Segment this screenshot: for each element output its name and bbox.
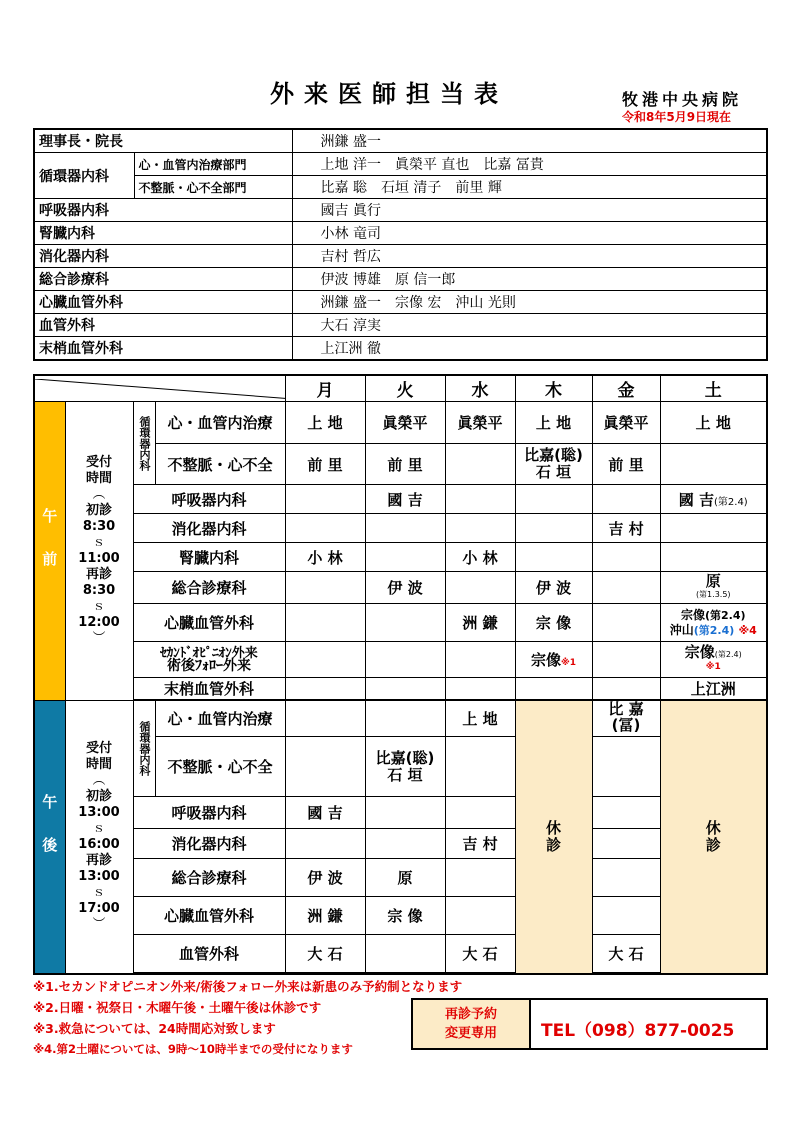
- cell: [285, 829, 365, 859]
- cell: 吉 村: [592, 514, 660, 543]
- cell: [592, 572, 660, 604]
- cell: 國 吉(第2.4): [660, 485, 767, 514]
- cell: 上 地: [515, 402, 592, 444]
- cell: 比嘉(聡) 石 垣: [515, 444, 592, 485]
- am-row-general: [34, 572, 767, 604]
- am-row-cv-surgery: [34, 604, 767, 642]
- staff-table: [33, 128, 768, 361]
- cell: 洲 鎌: [285, 897, 365, 935]
- cell: [285, 678, 365, 700]
- staff-row: [34, 222, 767, 245]
- day-tue: 火: [365, 375, 445, 402]
- time-line: ｓ: [92, 599, 106, 614]
- staff-names: 國吉 眞行: [292, 199, 767, 222]
- cell: [365, 701, 445, 737]
- cell: 宗像(第2.4) ※1: [660, 642, 767, 678]
- cell: 大 石: [592, 935, 660, 973]
- cell: [365, 514, 445, 543]
- cell: [445, 797, 515, 829]
- reservation-phone[interactable]: TEL（098）877-0025: [531, 998, 768, 1050]
- am-row-second-opinion: [34, 642, 767, 678]
- cell: 大 石: [285, 935, 365, 973]
- time-line: ︶: [92, 917, 106, 932]
- cell: [592, 604, 660, 642]
- cell: [285, 485, 365, 514]
- corner-cell: [34, 375, 285, 402]
- cell: 小 林: [445, 543, 515, 572]
- cell: [660, 514, 767, 543]
- cell: 前 里: [592, 444, 660, 485]
- cell: [365, 797, 445, 829]
- cardio-vertical-label: 循環器内科: [133, 701, 155, 797]
- hospital-name: 牧港中央病院: [622, 90, 743, 109]
- cell: 眞榮平: [365, 402, 445, 444]
- dept-label: 心・血管内治療: [155, 701, 285, 737]
- cell: [285, 604, 365, 642]
- holiday-sat: 休診: [660, 701, 767, 975]
- cell: [445, 572, 515, 604]
- cell: 國 吉: [285, 797, 365, 829]
- staff-names: 上地 洋一 眞榮平 直也 比嘉 冨貴: [292, 153, 767, 176]
- day-mon: 月: [285, 375, 365, 402]
- cell: 前 里: [365, 444, 445, 485]
- cell: 上江洲: [660, 678, 767, 700]
- cell: [660, 444, 767, 485]
- am-label: 午前: [34, 402, 65, 701]
- time-line: 13:00: [78, 869, 120, 884]
- staff-dept: 消化器内科: [34, 245, 292, 268]
- cell: [592, 485, 660, 514]
- am-row-cardio-int: [34, 402, 767, 444]
- staff-row: [34, 199, 767, 222]
- time-line: 受付: [85, 741, 112, 756]
- time-line: 11:00: [78, 551, 120, 566]
- time-line: 再診: [85, 853, 112, 868]
- dept-label: 消化器内科: [133, 829, 285, 859]
- time-line: 再診: [85, 567, 112, 582]
- staff-names: 吉村 哲広: [292, 245, 767, 268]
- cell: 原 (第1.3.5): [660, 572, 767, 604]
- cell: 洲 鎌: [445, 604, 515, 642]
- cell: 原: [365, 859, 445, 897]
- schedule-table: [33, 374, 768, 975]
- cell: [285, 572, 365, 604]
- pm-row-general: [34, 859, 767, 897]
- time-line: 受付: [85, 455, 112, 470]
- pm-row-gastro: [34, 829, 767, 859]
- reservation-line-1: 再診予約: [444, 1007, 497, 1022]
- staff-row: [34, 268, 767, 291]
- cell: 上 地: [445, 701, 515, 737]
- cell: 比 嘉 (冨): [592, 701, 660, 737]
- time-line: 8:30: [82, 519, 116, 534]
- cell: [592, 642, 660, 678]
- staff-subdept: 不整脈・心不全部門: [134, 176, 292, 199]
- cell: [445, 737, 515, 797]
- dept-label: 不整脈・心不全: [155, 444, 285, 485]
- cell: 伊 波: [515, 572, 592, 604]
- cell: 前 里: [285, 444, 365, 485]
- am-reception-time: [65, 402, 133, 701]
- cell: 吉 村: [445, 829, 515, 859]
- staff-dept: 腎臓内科: [34, 222, 292, 245]
- cell: [660, 543, 767, 572]
- time-line: ｓ: [92, 821, 106, 836]
- cell: [445, 859, 515, 897]
- dept-label: ｾｶﾝﾄﾞｵﾋﾟﾆｵﾝ外来 術後ﾌｫﾛｰ外来: [133, 642, 285, 678]
- time-line: 初診: [85, 789, 112, 804]
- dept-label: 心臓血管外科: [133, 897, 285, 935]
- staff-row: [34, 314, 767, 337]
- effective-date: 令和8年5月9日現在: [622, 110, 732, 124]
- staff-names: 上江洲 徹: [292, 337, 767, 361]
- time-line: ︵: [92, 487, 106, 502]
- cell: [445, 485, 515, 514]
- cell: 大 石: [445, 935, 515, 973]
- cell: 宗像(第2.4) 沖山(第2.4) ※4: [660, 604, 767, 642]
- am-row-respiratory: [34, 485, 767, 514]
- cell: [515, 514, 592, 543]
- staff-names: 比嘉 聡 石垣 清子 前里 輝: [292, 176, 767, 199]
- am-time-text: [66, 455, 133, 647]
- staff-row-cardio-2: [34, 176, 767, 199]
- time-line: 時間: [85, 757, 112, 772]
- cell: [285, 737, 365, 797]
- staff-dept: 総合診療科: [34, 268, 292, 291]
- staff-names: 洲鎌 盛一 宗像 宏 沖山 光則: [292, 291, 767, 314]
- staff-names: 伊波 博雄 原 信一郎: [292, 268, 767, 291]
- cell: 比嘉(聡) 石 垣: [365, 737, 445, 797]
- am-row-gastro: [34, 514, 767, 543]
- time-line: 13:00: [78, 805, 120, 820]
- cell: 伊 波: [365, 572, 445, 604]
- staff-row: [34, 291, 767, 314]
- cell: [445, 514, 515, 543]
- cell: 伊 波: [285, 859, 365, 897]
- cell: [365, 935, 445, 973]
- pm-row-vascular: [34, 935, 767, 973]
- dept-label: 心臓血管外科: [133, 604, 285, 642]
- staff-row-cardio-1: [34, 153, 767, 176]
- page-title: 外来医師担当表: [270, 80, 508, 108]
- staff-row: [34, 337, 767, 361]
- cell: [592, 859, 660, 897]
- cell: [445, 897, 515, 935]
- diagonal-line: [35, 379, 285, 399]
- cell: [592, 678, 660, 700]
- cell: [515, 543, 592, 572]
- note-1: ※1.セカンドオピニオン外来/術後フォロー外来は新患のみ予約制となります: [33, 979, 463, 994]
- day-header-row: [34, 375, 767, 402]
- staff-names: 洲鎌 盛一: [292, 129, 767, 153]
- cell: [445, 642, 515, 678]
- cell: 宗 像: [365, 897, 445, 935]
- am-row-peripheral: [34, 678, 767, 700]
- cell: [592, 829, 660, 859]
- day-wed: 水: [445, 375, 515, 402]
- cell: 宗像※1: [515, 642, 592, 678]
- time-line: ｓ: [92, 535, 106, 550]
- cell: [365, 642, 445, 678]
- dept-label: 末梢血管外科: [133, 678, 285, 700]
- time-line: 17:00: [78, 901, 120, 916]
- note-2: ※2.日曜・祝祭日・木曜午後・土曜午後は休診です: [33, 1000, 322, 1015]
- cell: [515, 678, 592, 700]
- note-3: ※3.救急については、24時間応対致します: [33, 1021, 276, 1036]
- time-line: 8:30: [82, 583, 116, 598]
- cell: [365, 543, 445, 572]
- dept-label: 腎臓内科: [133, 543, 285, 572]
- time-line: ︶: [92, 631, 106, 646]
- dept-label: 血管外科: [133, 935, 285, 973]
- pm-row-cv-surgery: [34, 897, 767, 935]
- day-thu: 木: [515, 375, 592, 402]
- cell: [445, 444, 515, 485]
- time-line: 16:00: [78, 837, 120, 852]
- am-row-nephro: [34, 543, 767, 572]
- cell: 國 吉: [365, 485, 445, 514]
- staff-dept: 血管外科: [34, 314, 292, 337]
- staff-dept: 理事長・院長: [34, 129, 292, 153]
- cell: [365, 604, 445, 642]
- staff-names: 大石 淳実: [292, 314, 767, 337]
- cell: [285, 642, 365, 678]
- cell: [515, 485, 592, 514]
- cell: [285, 701, 365, 737]
- cell: 上 地: [285, 402, 365, 444]
- pm-row-respiratory: [34, 797, 767, 829]
- dept-label: 呼吸器内科: [133, 485, 285, 514]
- cell: 眞榮平: [445, 402, 515, 444]
- pm-time-text: [66, 741, 133, 933]
- day-sat: 土: [660, 375, 767, 402]
- dept-label: 呼吸器内科: [133, 797, 285, 829]
- cell: [445, 678, 515, 700]
- pm-reception-time: [65, 701, 133, 975]
- cell: [592, 797, 660, 829]
- dept-label: 総合診療科: [133, 572, 285, 604]
- staff-dept: 末梢血管外科: [34, 337, 292, 361]
- time-line: 時間: [85, 471, 112, 486]
- time-line: ｓ: [92, 885, 106, 900]
- cell: [592, 897, 660, 935]
- pm-label: 午後: [34, 701, 65, 975]
- time-line: 初診: [85, 503, 112, 518]
- cell: 宗 像: [515, 604, 592, 642]
- cell: [365, 829, 445, 859]
- cell: [592, 737, 660, 797]
- time-line: ︵: [92, 773, 106, 788]
- staff-subdept: 心・血管内治療部門: [134, 153, 292, 176]
- staff-row-director: [34, 129, 767, 153]
- cell: [285, 514, 365, 543]
- cardio-vertical-label: 循環器内科: [133, 402, 155, 485]
- staff-row: [34, 245, 767, 268]
- holiday-thu: 休診: [515, 701, 592, 975]
- staff-dept: 呼吸器内科: [34, 199, 292, 222]
- reservation-label: [411, 998, 531, 1050]
- time-line: 12:00: [78, 615, 120, 630]
- pm-row-cardio-int: [34, 701, 767, 737]
- cell: [365, 678, 445, 700]
- dept-label: 心・血管内治療: [155, 402, 285, 444]
- staff-names: 小林 竜司: [292, 222, 767, 245]
- staff-dept: 循環器内科: [34, 153, 134, 199]
- cell: 上 地: [660, 402, 767, 444]
- dept-label: 総合診療科: [133, 859, 285, 897]
- note-4: ※4.第2土曜については、9時～10時半までの受付になります: [33, 1042, 353, 1056]
- reservation-line-2: 変更専用: [444, 1026, 497, 1041]
- cell: 眞榮平: [592, 402, 660, 444]
- dept-label: 消化器内科: [133, 514, 285, 543]
- cell: [592, 543, 660, 572]
- cell: 小 林: [285, 543, 365, 572]
- staff-dept: 心臓血管外科: [34, 291, 292, 314]
- dept-label: 不整脈・心不全: [155, 737, 285, 797]
- day-fri: 金: [592, 375, 660, 402]
